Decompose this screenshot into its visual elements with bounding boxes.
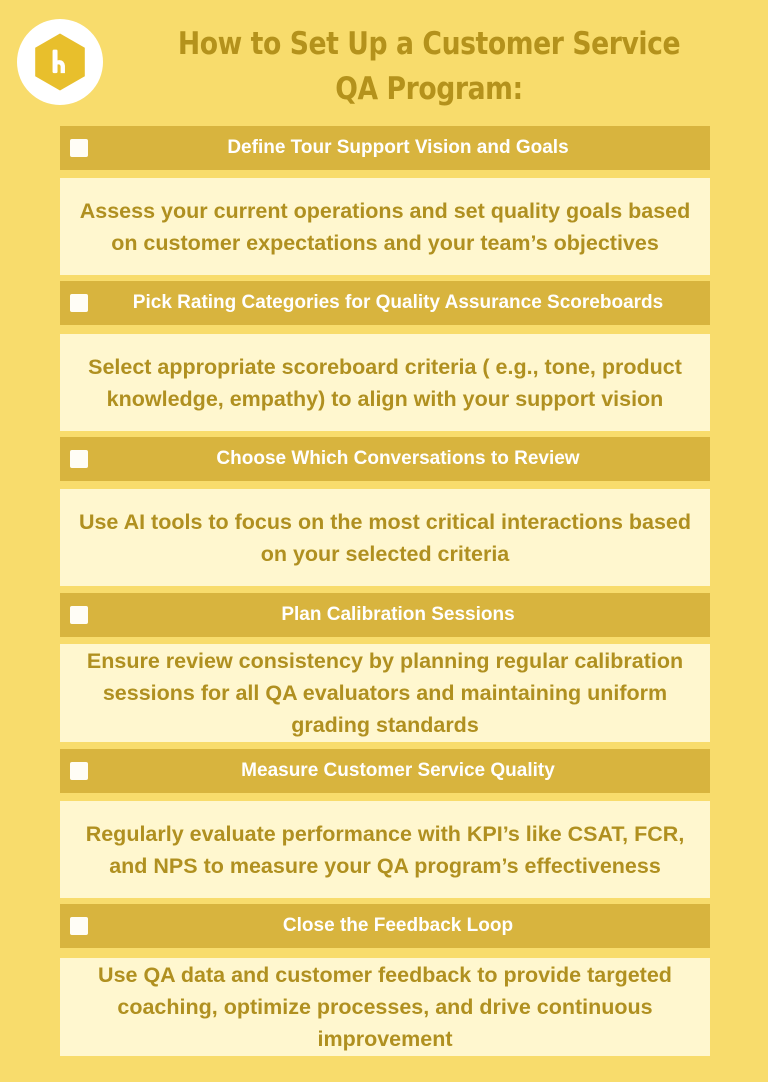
step-description-text-5: Regularly evaluate performance with KPI’s like CSAT, FCR, and NPS to measure your QA program’s effectiveness [85,821,685,878]
step-description-text-3: Use AI tools to focus on the most critical interactions based on your selected criteria [78,509,692,566]
step-description-text-4: Ensure review consistency by planning regular calibration sessions for all QA evaluators and maintaining uniform grading standards [86,649,684,737]
step-checkbox-2[interactable] [70,294,88,312]
step-checkbox-4[interactable] [70,606,88,624]
step-header-3 [60,437,710,481]
step-checkbox-5[interactable] [70,762,88,780]
page-title: How to Set Up a Customer Service QA Program: [177,26,681,107]
brand-logo [17,19,103,105]
step-label-6: Close the Feedback Loop [282,915,514,936]
step-description-4 [60,644,710,742]
step-header-4 [60,593,710,637]
step-header-5 [60,749,710,793]
step-description-text-2: Select appropriate scoreboard criteria ( e.g., tone, product knowledge, empathy) to align with your support vision [88,354,682,411]
step-checkbox-1[interactable] [70,139,88,157]
step-description-text-1: Assess your current operations and set quality goals based on customer expectations and your team’s objectives [79,198,691,255]
step-label-2: Pick Rating Categories for Quality Assurance Scoreboards [132,292,664,313]
step-label-3: Choose Which Conversations to Review [216,448,580,469]
step-label-5: Measure Customer Service Quality [241,760,555,781]
step-description-3 [60,489,710,586]
step-checkbox-3[interactable] [70,450,88,468]
step-header-6 [60,904,710,948]
step-description-6 [60,958,710,1056]
step-description-5 [60,801,710,898]
step-description-1 [60,178,710,275]
step-header-1 [60,126,710,170]
step-description-text-6: Use QA data and customer feedback to provide targeted coaching, optimize processes, and drive continuous improvement [98,963,672,1051]
step-label-1: Define Tour Support Vision and Goals [227,137,569,158]
step-header-2 [60,281,710,325]
brand-logo-icon [29,31,91,93]
step-checkbox-6[interactable] [70,917,88,935]
step-label-4: Plan Calibration Sessions [281,604,515,625]
step-description-2 [60,334,710,431]
